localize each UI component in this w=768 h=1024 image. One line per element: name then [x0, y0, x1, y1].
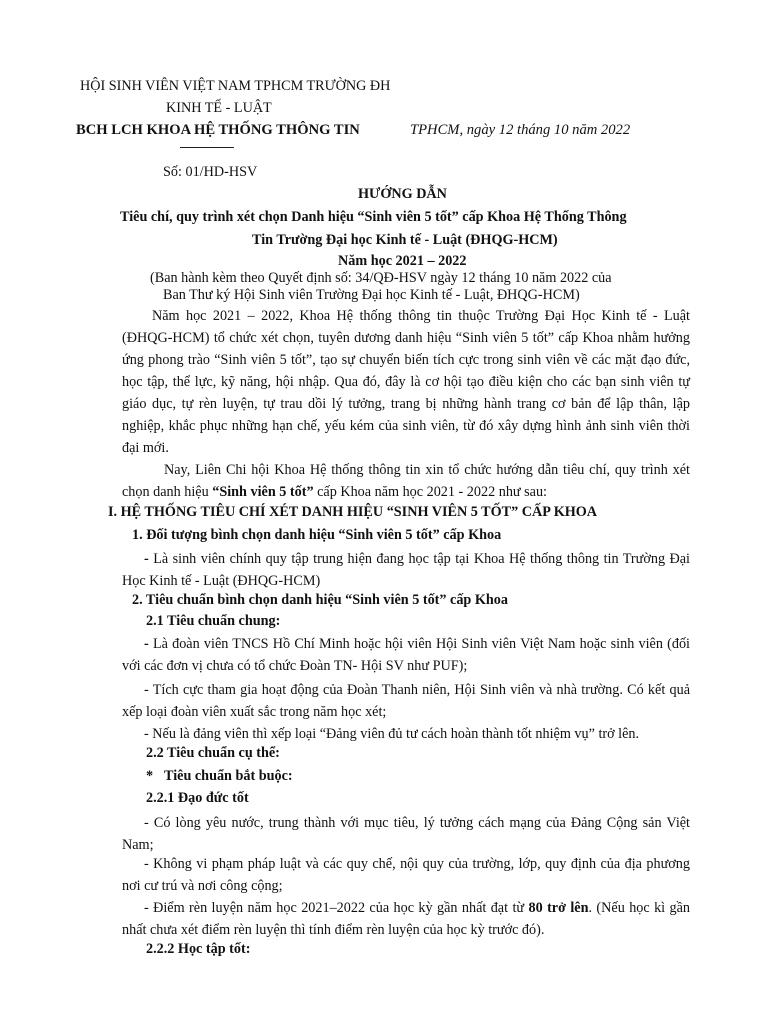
intro-paragraph-2 — [122, 459, 690, 503]
intro-award-name: “Sinh viên 5 tốt” — [212, 484, 314, 500]
document-subtitle-line-2: Tin Trường Đại học Kinh tế - Luật (ĐHQG-HCM) — [252, 232, 558, 248]
mandatory-criteria-label: Tiêu chuẩn bắt buộc: — [164, 768, 293, 784]
subsection-2-2-2-heading: 2.2.2 Học tập tốt: — [146, 941, 251, 957]
intro-paragraph-1: Năm học 2021 – 2022, Khoa Hệ thống thông tin thuộc Trường Đại Học Kinh tế - Luật (ĐHQG-HCM) tổ chức xét chọn, tuyên dương danh hiệu “Sinh viên 5 tốt” cấp Khoa nhằm hưởng ứng phong trào “Sinh viên 5 tốt”, tạo sự chuyển biến tích cực trong sinh viên về các mặt đạo đức, học tập, thể lực, kỹ năng, hội nhập. Qua đó, đây là cơ hội tạo điều kiện cho các bạn sinh viên tự giáo dục, tự rèn luyện, tự trau dồi lý tưởng, trang bị những hành trang cơ bản để lập thân, lập nghiệp, khắc phục những hạn chế, yếu kém của sinh viên, từ đó xây dựng hình ảnh sinh viên thời đại mới. — [122, 308, 690, 456]
ethics-score-threshold: 80 trở lên — [528, 900, 589, 916]
place-date: TPHCM, ngày 12 tháng 10 năm 2022 — [410, 122, 631, 138]
subsection-2-2-heading: 2.2 Tiêu chuẩn cụ thể: — [146, 745, 280, 761]
general-criteria-3: - Nếu là đảng viên thì xếp loại “Đảng viên đủ tư cách hoàn thành tốt nhiệm vụ” trở lên. — [144, 726, 640, 742]
ethics-criteria-2: - Không vi phạm pháp luật và các quy chế, nội quy của trường, lớp, quy định của địa phương nơi cư trú và nơi công cộng; — [122, 856, 690, 894]
ethics-criteria-3-end: . (Nếu học kì gần nhất chưa xét điểm rèn luyện thì tính điểm rèn luyện của học kỳ trước đó). — [122, 900, 690, 938]
subsection-2-heading: 2. Tiêu chuẩn bình chọn danh hiệu “Sinh viên 5 tốt” cấp Khoa — [132, 592, 508, 608]
document-number: Số: 01/HD-HSV — [163, 164, 258, 180]
document-subtitle-line-1: Tiêu chí, quy trình xét chọn Danh hiệu “Sinh viên 5 tốt” cấp Khoa Hệ Thống Thông — [120, 209, 627, 225]
issued-note-line-2: Ban Thư ký Hội Sinh viên Trường Đại học Kinh tế - Luật, ĐHQG-HCM) — [163, 287, 580, 303]
mandatory-star: * — [146, 768, 154, 784]
intro-paragraph-2-end: cấp Khoa năm học 2021 - 2022 như sau: — [313, 484, 548, 500]
org-line-1: HỘI SINH VIÊN VIỆT NAM TPHCM TRƯỜNG ĐH — [80, 78, 391, 94]
header-underline — [180, 147, 234, 148]
subsection-2-2-1-heading: 2.2.1 Đạo đức tốt — [146, 790, 249, 806]
org-line-2: KINH TẾ - LUẬT — [166, 100, 272, 116]
ethics-criteria-1: - Có lòng yêu nước, trung thành với mục tiêu, lý tưởng cách mạng của Đảng Cộng sản Việt Nam; — [122, 815, 690, 853]
subsection-1-heading: 1. Đối tượng bình chọn danh hiệu “Sinh viên 5 tốt” cấp Khoa — [132, 527, 502, 543]
subsection-1-body: Là sinh viên chính quy tập trung hiện đang học tập tại Khoa Hệ thống thông tin Trường Đại Học Kinh tế - Luật (ĐHQG-HCM) — [122, 551, 690, 589]
subsection-2-1-heading: 2.1 Tiêu chuẩn chung: — [146, 613, 281, 629]
org-line-3: BCH LCH KHOA HỆ THỐNG THÔNG TIN — [76, 122, 360, 138]
school-year: Năm học 2021 – 2022 — [338, 253, 467, 269]
intro-paragraph-2-start: Nay, Liên Chi hội Khoa Hệ thống thông tin xin tổ chức hướng dẫn tiêu chí, quy trình xét chọn danh hiệu — [122, 462, 690, 500]
general-criteria-1 — [122, 633, 690, 677]
ethics-criteria-3 — [122, 897, 690, 941]
section-1-heading: I. HỆ THỐNG TIÊU CHÍ XÉT DANH HIỆU “SINH VIÊN 5 TỐT” CẤP KHOA — [108, 504, 598, 520]
subsection-1-text — [122, 548, 690, 592]
general-criteria-1-dash: - — [144, 636, 153, 652]
subsection-1-dash: - — [144, 551, 154, 567]
document-title: HƯỚNG DẪN — [358, 186, 447, 202]
general-criteria-2: - Tích cực tham gia hoạt động của Đoàn Thanh niên, Hội Sinh viên và nhà trường. Có kết quả xếp loại đoàn viên xuất sắc trong năm học xét; — [122, 682, 690, 720]
issued-note-line-1: (Ban hành kèm theo Quyết định số: 34/QĐ-HSV ngày 12 tháng 10 năm 2022 của — [150, 270, 612, 286]
general-criteria-1-body: Là đoàn viên TNCS Hồ Chí Minh hoặc hội viên Hội Sinh viên Việt Nam hoặc sinh viên (đối với các đơn vị chưa có tổ chức Đoàn TN- Hội SV như PUF); — [122, 636, 690, 674]
ethics-criteria-3-start: - Điểm rèn luyện năm học 2021–2022 của học kỳ gần nhất đạt từ — [144, 900, 529, 916]
